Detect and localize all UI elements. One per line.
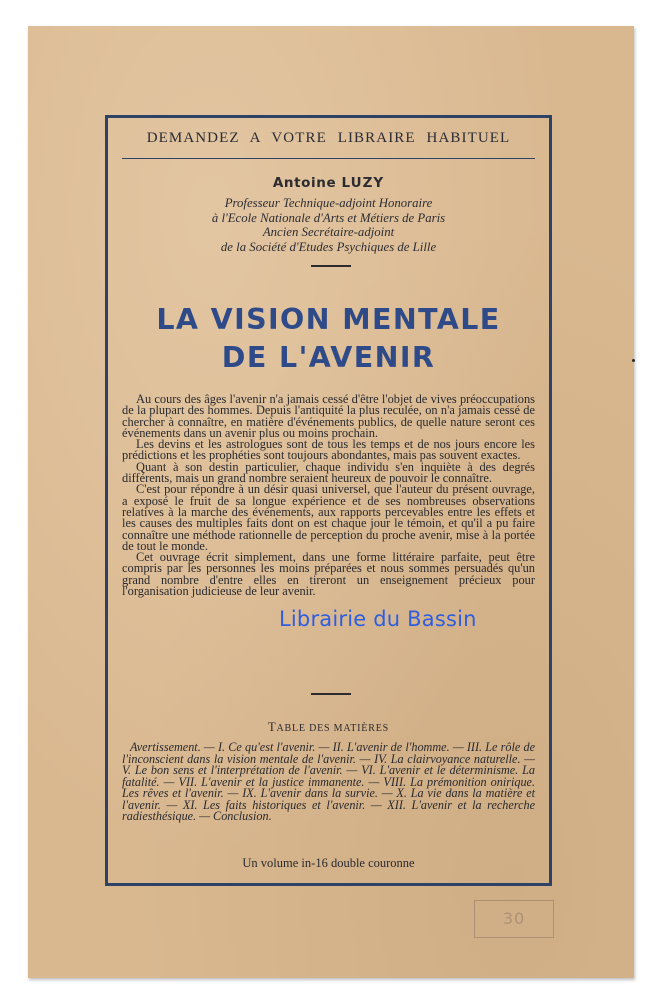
credential-line: de la Société d'Etudes Psychiques de Lille bbox=[220, 239, 437, 254]
credential-line: Ancien Secrétaire-adjoint bbox=[262, 225, 395, 240]
ornamental-rule bbox=[311, 693, 351, 695]
author-credentials bbox=[108, 196, 549, 254]
bordered-frame bbox=[105, 115, 552, 886]
header-divider bbox=[122, 158, 535, 159]
title-line-2: DE L'AVENIR bbox=[221, 341, 436, 374]
toc-heading-initial: T bbox=[268, 720, 277, 734]
paragraph: C'est pour répondre à un désir quasi universel, que l'auteur du présent ouvrage, a exposé le fruit de sa longue expérience et de ses nombreuses observations relatives à la marche des événements, aux rapports percevables entre les effets et les causes des multiples faits dont on est chaque jour le témoin, et qu'il a pu faire connaître une méthode rationnelle de perception du proche avenir, mise à la portée de tout le monde. bbox=[122, 482, 535, 553]
author-surname: LUZY bbox=[341, 175, 385, 191]
paragraph: Au cours des âges l'avenir n'a jamais cessé d'être l'objet de vives préoccupations de la plupart des hommes. Depuis l'antiquité la plus reculée, on n'a jamais cessé de chercher à connaître, en matière d'événements publics, de quelle nature seront ces événements dans un avenir plus ou moins prochain. bbox=[122, 392, 535, 440]
credential-line: à l'Ecole Nationale d'Arts et Métiers de Paris bbox=[211, 210, 446, 225]
author-first-name: Antoine bbox=[272, 175, 337, 191]
price-stamp: 30 bbox=[474, 900, 554, 938]
credential-line: Professeur Technique-adjoint Honoraire bbox=[224, 196, 433, 210]
book-title bbox=[108, 301, 549, 377]
description-text bbox=[122, 394, 535, 597]
toc-heading bbox=[108, 720, 549, 735]
ornamental-rule bbox=[311, 265, 351, 267]
paragraph: Quant à son destin particulier, chaque individu s'en inquiète à des degrés différents, mais un grand nombre seraient heureux de pouvoir le connaître. bbox=[122, 459, 535, 486]
author-name bbox=[108, 175, 549, 191]
title-line-1: LA VISION MENTALE bbox=[156, 303, 501, 336]
toc-text: Avertissement. — I. Ce qu'est l'avenir. — II. L'avenir de l'homme. — III. Le rôle de l'inconscient dans la vision mentale de l'avenir. — IV. La clairvoyance naturelle. — V. Le bon sens et l'interprétation de l'avenir. — VI. L'avenir et le déterminisme. La fatalité. — VII. L'avenir et la justice immanente. — VIII. La prémonition onirique. Les rêves et l'avenir. — IX. L'avenir dans la survie. — X. La vie dans la matière et l'avenir. — XI. Les faits historiques et l'avenir. — XII. L'avenir et la recherche radiesthésique. — Conclusion. bbox=[122, 740, 535, 823]
watermark-text: Librairie du Bassin bbox=[279, 607, 477, 631]
paragraph: Cet ouvrage écrit simplement, dans une forme littéraire parfaite, peut être compris par les personnes les moins préparées et nous sommes persuadés qu'un grand nombre d'entre elles en tireront un enseignement précieux pour l'organisation judicieuse de leur avenir. bbox=[122, 550, 535, 599]
volume-format: Un volume in-16 double couronne bbox=[242, 856, 415, 870]
ink-speck bbox=[632, 359, 635, 362]
toc-heading-rest: ABLE DES MATIÈRES bbox=[276, 723, 389, 734]
header-banner: DEMANDEZ A VOTRE LIBRAIRE HABITUEL bbox=[146, 130, 511, 146]
paragraph: Les devins et les astrologues sont de tous les temps et de nos jours encore les prédictions et les prophéties sont toujours abondantes, mais pas souvent exactes. bbox=[122, 437, 535, 463]
